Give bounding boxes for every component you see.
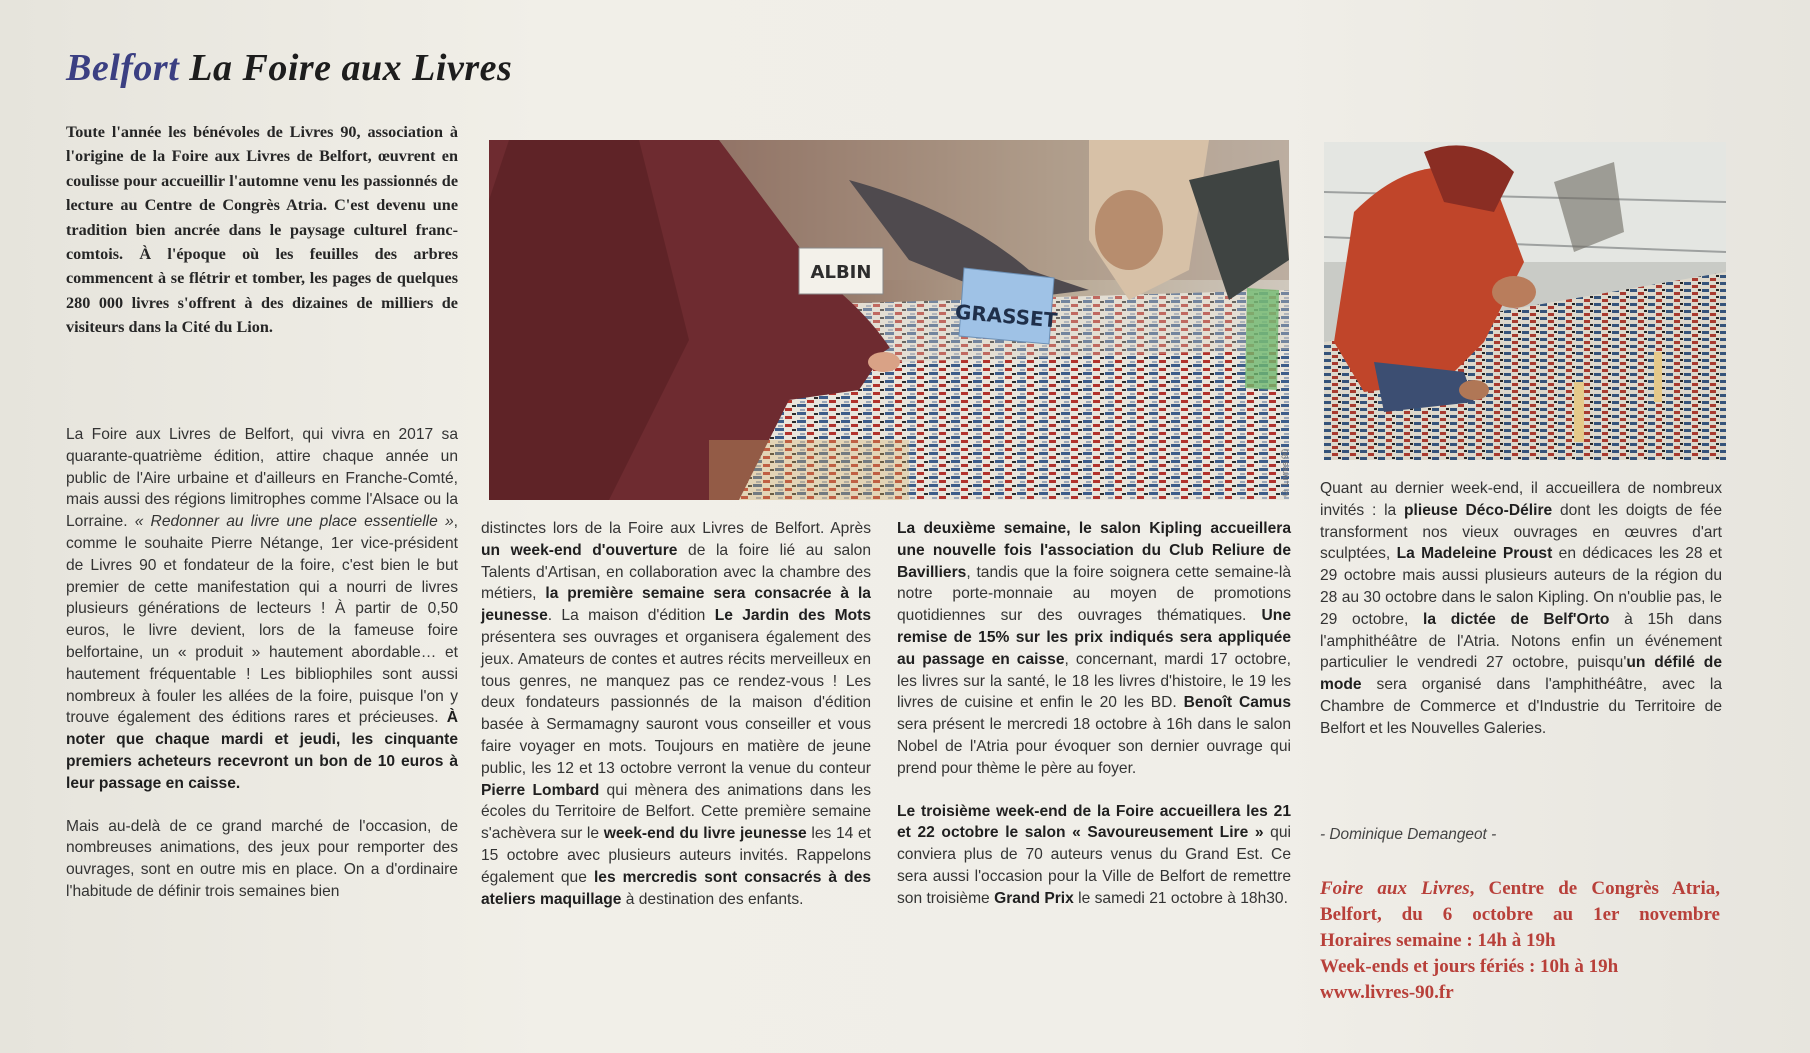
event-info: [1320, 876, 1720, 1006]
column-1: [66, 424, 458, 903]
photo-book-stalls: [489, 140, 1289, 500]
col1-paragraph-1: La Foire aux Livres de Belfort, qui vivra en 2017 sa quarante-quatrième édition, attire chaque année un public de l'Aire urbaine et d'ailleurs en Franche-Comté, mais aussi des régions limitrophes comme l'Alsace ou la Lorraine. « Redonner au livre une place essentielle », comme le souhaite Pierre Nétange, 1er vice-président de Livres 90 et fondateur de la foire, c'est bien le but premier de cette manifestation qui a nourri de livres plusieurs générations de lecteurs ! À partir de 0,50 euros, le livre devient, lors de la fameuse foire belfortaine, un « produit » hautement abordable… et hautement fréquentable ! Les bibliophiles sont aussi nombreux à fouler les allées de la foire, puisque l'on y trouve également des éditions rares et précieuses. À noter que chaque mardi et jeudi, les cinquante premiers acheteurs recevront un bon de 10 euros à leur passage en caisse.: [66, 426, 458, 792]
info-line-venue: Foire aux Livres, Centre de Congrès Atria,: [1320, 878, 1720, 899]
col3-paragraph-2: Le troisième week-end de la Foire accueillera les 21 et 22 octobre le salon « Savoureusement Lire » qui conviera plus de 70 auteurs venus du Grand Est. Ce sera aussi l'occasion pour la Ville de Belfort de remettre son troisième Grand Prix le samedi 21 octobre à 18h30.: [897, 802, 1291, 907]
photo-sign-albin: ALBIN: [810, 262, 872, 283]
col1-quote: « Redonner au livre une place essentielle »: [134, 513, 454, 531]
column-4: [1320, 478, 1722, 740]
info-line-dates: Belfort, du 6 octobre au 1er novembre: [1320, 904, 1720, 925]
photo-credit: © Livres 90: [1280, 448, 1290, 498]
column-2: [481, 518, 871, 910]
col2-paragraph: distinctes lors de la Foire aux Livres de Belfort. Après un week-end d'ouverture de la foire lié au salon Talents d'Artisan, en collaboration avec la chambre des métiers, la première semaine sera consacrée à la jeunesse. La maison d'édition Le Jardin des Mots présentera ses ouvrages et organisera également des jeux. Amateurs de contes et autres récits merveilleux en tous genres, ne manquez pas ce rendez-vous ! Les deux fondateurs passionnés de la maison d'édition basée à Sermamagny sauront vous conseiller et vous faire voyager en mots. Toujours en matière de jeune public, les 12 et 13 octobre verront la venue du conteur Pierre Lombard qui mènera des animations dans les écoles du Territoire de Belfort. Cette première semaine s'achèvera sur le week-end du livre jeunesse les 14 et 15 octobre avec plusieurs auteurs invités. Rappelons également que les mercredis sont consacrés à des ateliers maquillage à destination des enfants.: [481, 520, 872, 908]
headline-location: Belfort: [66, 47, 180, 89]
info-hours-weekend: Week-ends et jours fériés : 10h à 19h: [1320, 956, 1619, 977]
col1-paragraph-2: Mais au-delà de ce grand marché de l'occasion, de nombreuses animations, des jeux pour remporter des ouvrages, sont en outre mis en place. On a d'ordinaire l'habitude de définir trois semaines bien: [66, 817, 458, 900]
headline-title: La Foire aux Livres: [189, 47, 513, 89]
author-signature: - Dominique Demangeot -: [1320, 826, 1497, 843]
info-website[interactable]: www.livres-90.fr: [1320, 982, 1454, 1003]
headline: [66, 46, 512, 90]
photo-visitor-browsing: [1324, 142, 1726, 460]
col1-bold-note: À noter que chaque mardi et jeudi, les cinquante premiers acheteurs recevront un bon de 10 euros à leur passage en caisse.: [66, 709, 458, 792]
column-3: [897, 518, 1291, 910]
lead-paragraph: Toute l'année les bénévoles de Livres 90, association à l'origine de la Foire aux Livres de Belfort, œuvrent en coulisse pour accueillir l'automne venu les passionnés de lecture au Centre de Congrès Atria. C'est devenu une tradition bien ancrée dans le paysage culturel franc-comtois. À l'époque où les feuilles des arbres commencent à se flétrir et tomber, les pages de quelques 280 000 livres s'offrent à des dizaines de milliers de visiteurs dans la Cité du Lion.: [66, 123, 458, 337]
col4-paragraph: Quant au dernier week-end, il accueillera de nombreux invités : la plieuse Déco-Délire dont les doigts de fée transforment nos vieux ouvrages en œuvres d'art sculptées, La Madeleine Proust en dédicaces les 28 et 29 octobre mais aussi plusieurs auteurs de la région du 28 au 30 octobre dans le salon Kipling. On n'oublie pas, le 29 octobre, la dictée de Belf'Orto à 15h dans l'amphithéâtre de l'Atria. Notons enfin un événement particulier le vendredi 27 octobre, puisqu'un défilé de mode sera organisé dans l'amphithéâtre, avec la Chambre de Commerce et d'Industrie du Territoire de Belfort et les Nouvelles Galeries.: [1320, 480, 1723, 737]
col3-paragraph-1: La deuxième semaine, le salon Kipling accueillera une nouvelle fois l'association du Club Reliure de Bavilliers, tandis que la foire soignera cette semaine-là notre porte-monnaie au moyen de promotions quotidiennes sur des ouvrages thématiques. Une remise de 15% sur les prix indiqués sera appliquée au passage en caisse, concernant, mardi 17 octobre, les livres sur la santé, le 18 les livres d'histoire, le 19 les livres de cuisine et enfin le 20 les BD. Benoît Camus sera présent le mercredi 18 octobre à 16h dans le salon Nobel de l'Atria pour évoquer son dernier ouvrage qui prend pour thème le père au foyer.: [897, 520, 1291, 777]
photo-sign-grasset: GRASSET: [954, 299, 1059, 333]
lead-column: [66, 120, 458, 340]
info-hours-week: Horaires semaine : 14h à 19h: [1320, 930, 1556, 951]
